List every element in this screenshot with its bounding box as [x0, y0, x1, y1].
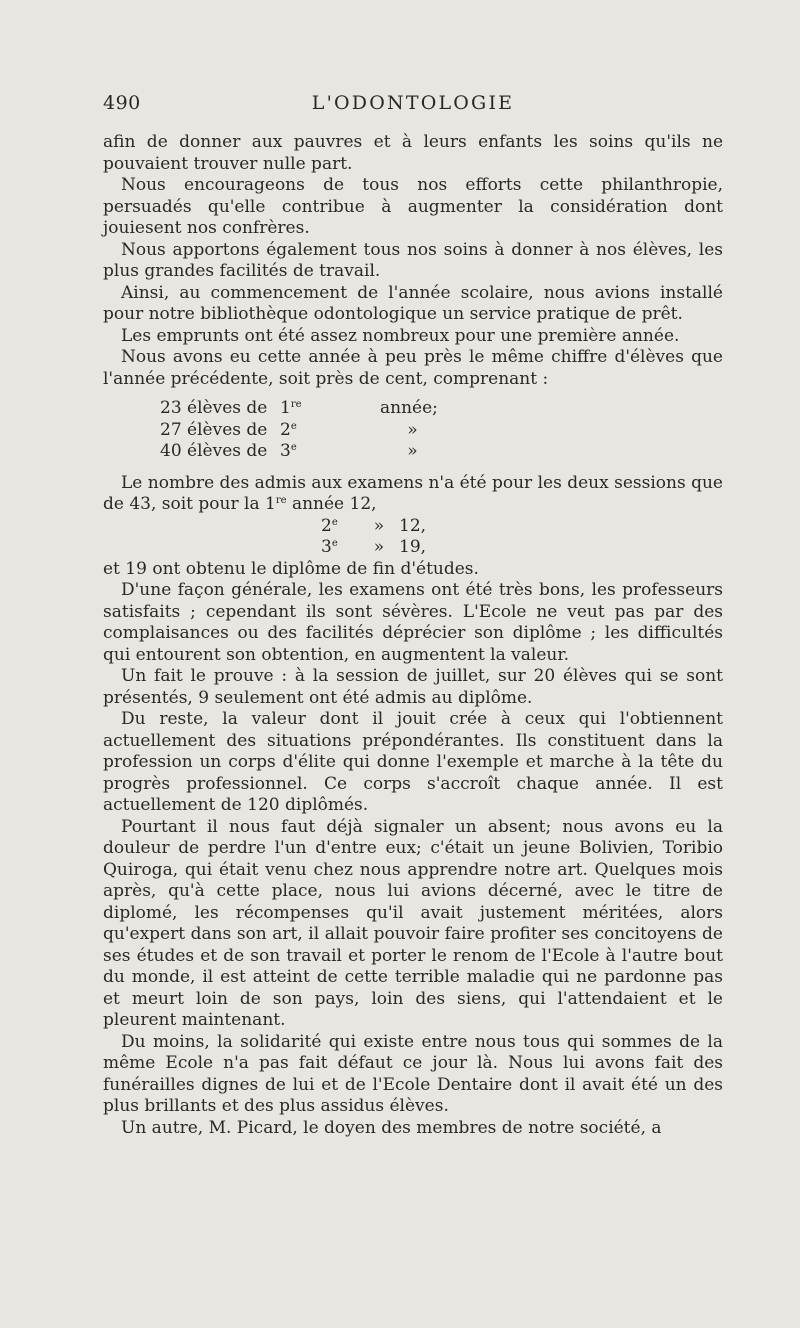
paragraph: Pourtant il nous faut déjà signaler un absent; nous avons eu la douleur de perdre l'un d'entre eux; c'était un jeune Bolivien, Toribio Quiroga, qui était venu chez nous apprendre notre art. Quelques mois après, qu'à cette place, nous lui avions décerné, avec le titre de diplomé, les récompenses qu'il avait justement méritées, alors qu'expert dans son art, il allait pouvoir faire profiter ses concitoyens de ses études et de son travail et porter le renom de l'Ecole à l'autre bout du monde, il est atteint de cette terrible maladie qui ne pardonne pas et meurt loin de son pays, loin des siens, qui l'attendaient et le pleurent maintenant. [103, 816, 723, 1030]
body-text [103, 132, 723, 1139]
students-table [160, 398, 723, 463]
students-row: 23 élèves de 1re année; [160, 398, 438, 418]
exam-row: 3e » 19, [321, 537, 427, 557]
paragraph: Un autre, M. Picard, le doyen des membres de notre société, a [121, 1117, 662, 1138]
page-header [103, 92, 723, 118]
paragraph: Nous encourageons de tous nos efforts cette philanthropie, persuadés qu'elle contribue à augmenter la considération dont jouiesent nos confrères. [103, 175, 723, 238]
page-number: 490 [103, 92, 141, 114]
paragraph: Les emprunts ont été assez nombreux pour une première année. [121, 325, 680, 346]
paragraph: Nous apportons également tous nos soins à donner à nos élèves, les plus grandes facilités de travail. [103, 239, 723, 281]
paragraph: et 19 ont obtenu le diplôme de fin d'études. [103, 558, 479, 579]
paragraph: Nous avons eu cette année à peu près le même chiffre d'élèves que l'année précédente, soit près de cent, comprenant : [103, 347, 723, 389]
exam-row: 2e » 12, [321, 515, 427, 536]
students-row: 27 élèves de 2e » [160, 419, 418, 440]
paragraph: Un fait le prouve : à la session de juillet, sur 20 élèves qui se sont présentés, 9 seulement ont été admis au diplôme. [103, 666, 723, 708]
paragraph: Du reste, la valeur dont il jouit crée à ceux qui l'obtiennent actuellement des situations prépondérantes. Ils constituent dans la profession un corps d'élite qui donne l'exemple et marche à la tête du progrès professionnel. Ce corps s'accroît chaque année. Il est actuellement de 120 diplômés. [103, 709, 723, 815]
paragraph: Ainsi, au commencement de l'année scolaire, nous avions installé pour notre bibliothèque odontologique un service pratique de prêt. [103, 282, 723, 324]
paragraph: afin de donner aux pauvres et à leurs enfants les soins qu'ils ne pouvaient trouver nulle part. [103, 132, 723, 174]
paragraph: Du moins, la solidarité qui existe entre nous tous qui sommes de la même Ecole n'a pas fait défaut ce jour là. Nous lui avons fait des funérailles dignes de lui et de l'Ecole Dentaire dont il avait été un des plus brillants et des plus assidus élèves. [103, 1031, 723, 1116]
paragraph: Le nombre des admis aux examens n'a été pour les deux sessions que de 43, soit pour la 1re année 12, [103, 472, 723, 514]
exam-results [321, 516, 723, 559]
students-row: 40 élèves de 3e » [160, 441, 418, 461]
running-title: L'ODONTOLOGIE [311, 92, 515, 114]
paragraph: D'une façon générale, les examens ont été très bons, les professeurs satisfaits ; cependant ils sont sévères. L'Ecole ne veut pas par des complaisances ou des facilités déprécier son diplôme ; les difficultés qui entourent son obtention, en augmentent la valeur. [103, 580, 723, 665]
